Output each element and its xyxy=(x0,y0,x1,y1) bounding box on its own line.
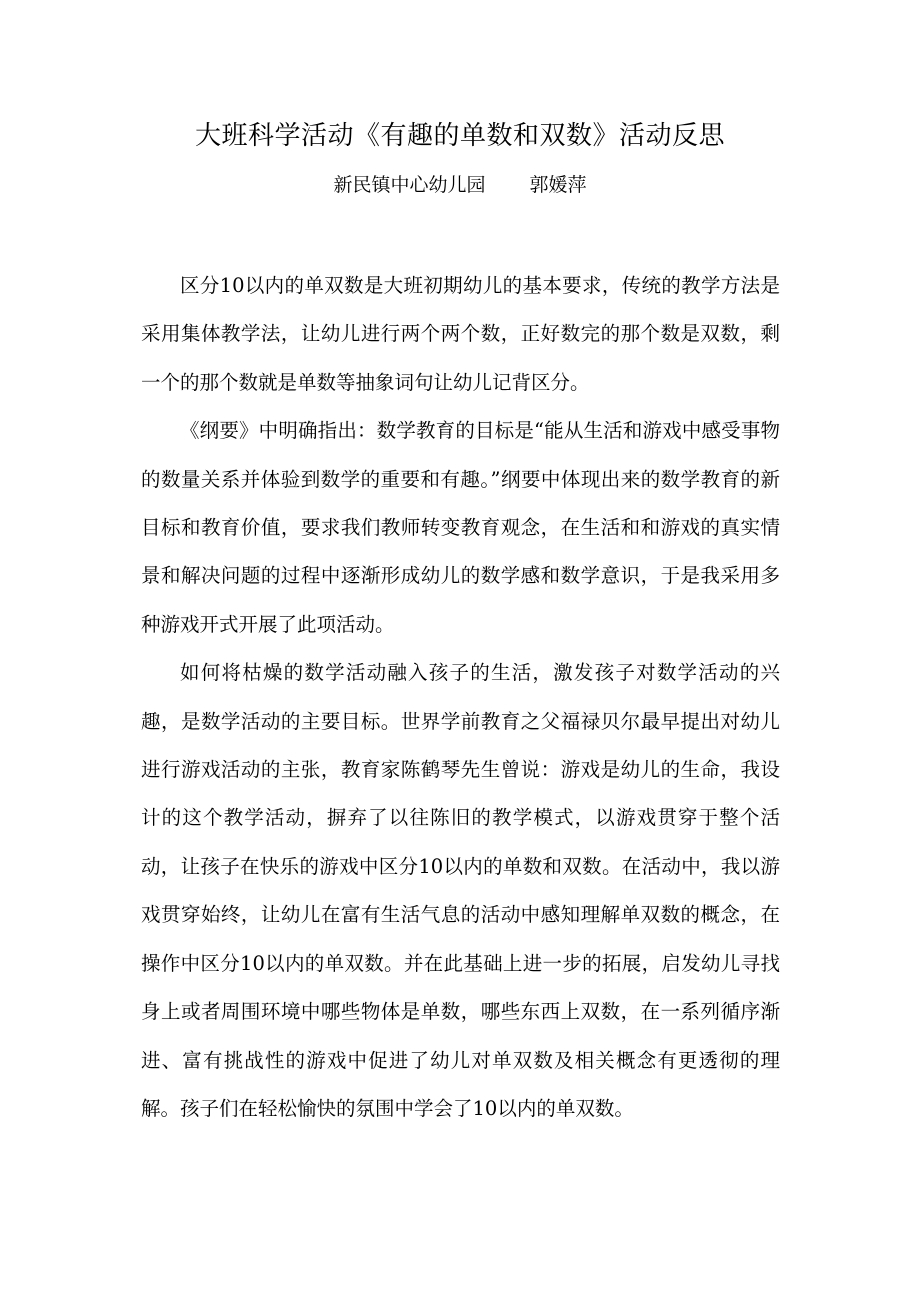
document-title: 大班科学活动《有趣的单数和双数》活动反思 xyxy=(194,121,725,151)
paragraph-1: 区分10以内的单双数是大班初期幼儿的基本要求，传统的教学方法是采用集体教学法，让幼儿进行两个两个数，正好数完的那个数是双数，剩一个的那个数就是单数等抽象词句让幼儿记背区分。 xyxy=(141,274,780,394)
paragraph-3: 如何将枯燥的数学活动融入孩子的生活，激发孩子对数学活动的兴趣，是数学活动的主要目标。世界学前教育之父福禄贝尔最早提出对幼儿进行游戏活动的主张，教育家陈鹤琴先生曾说：游戏是幼儿的生命，我设计的这个教学活动，摒弃了以往陈旧的教学模式，以游戏贯穿于整个活动，让孩子在快乐的游戏中区分10以内的单数和双数。在活动中，我以游戏贯穿始终，让幼儿在富有生活气息的活动中感知理解单双数的概念，在操作中区分10以内的单双数。并在此基础上进一步的拓展，启发幼儿寻找身上或者周围环境中哪些物体是单数，哪些东西上双数，在一系列循序渐进、富有挑战性的游戏中促进了幼儿对单双数及相关概念有更透彻的理解。孩子们在轻松愉快的氛围中学会了10以内的单双数。 xyxy=(141,661,780,1120)
paragraph-2: 《纲要》中明确指出：数学教育的目标是“能从生活和游戏中感受事物的数量关系并体验到数学的重要和有趣。”纲要中体现出来的数学教育的新目标和教育价值，要求我们教师转变教育观念，在生活和和游戏的真实情景和解决问题的过程中逐渐形成幼儿的数学感和数学意识，于是我采用多种游戏开式开展了此项活动。 xyxy=(141,419,780,636)
school-name: 新民镇中心幼儿园 xyxy=(333,174,486,196)
document-body xyxy=(141,262,780,1133)
author-name: 郭媛萍 xyxy=(529,174,587,196)
byline xyxy=(0,170,920,200)
